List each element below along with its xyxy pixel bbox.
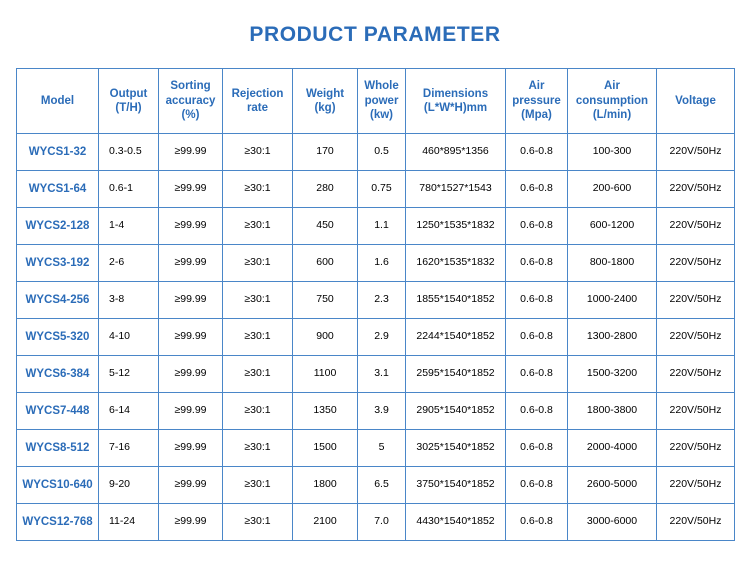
cell-rejection-rate: ≥30:1	[223, 393, 293, 430]
cell-air-pressure: 0.6-0.8	[506, 393, 568, 430]
cell-air-consumption: 1500-3200	[568, 356, 657, 393]
cell-weight: 1100	[293, 356, 358, 393]
cell-model: WYCS1-32	[17, 134, 99, 171]
cell-voltage: 220V/50Hz	[657, 208, 735, 245]
cell-whole-power: 6.5	[358, 467, 406, 504]
cell-output: 2-6	[99, 245, 159, 282]
cell-sorting-accuracy: ≥99.99	[159, 208, 223, 245]
column-header-whole-power	[358, 69, 406, 134]
cell-dimensions: 1250*1535*1832	[406, 208, 506, 245]
column-header-model	[17, 69, 99, 134]
column-header-output	[99, 69, 159, 134]
cell-sorting-accuracy: ≥99.99	[159, 430, 223, 467]
cell-sorting-accuracy: ≥99.99	[159, 467, 223, 504]
cell-dimensions: 2244*1540*1852	[406, 319, 506, 356]
cell-output: 4-10	[99, 319, 159, 356]
cell-air-pressure: 0.6-0.8	[506, 356, 568, 393]
cell-dimensions: 3025*1540*1852	[406, 430, 506, 467]
column-header-sorting-accuracy-line1: Sorting accuracy	[165, 80, 216, 107]
cell-dimensions: 780*1527*1543	[406, 171, 506, 208]
cell-output: 11-24	[99, 504, 159, 541]
cell-output: 9-20	[99, 467, 159, 504]
cell-sorting-accuracy: ≥99.99	[159, 504, 223, 541]
table-row	[17, 356, 735, 393]
column-header-air-consumption-line1: Air consumption	[575, 80, 649, 107]
cell-sorting-accuracy: ≥99.99	[159, 245, 223, 282]
cell-air-consumption: 3000-6000	[568, 504, 657, 541]
cell-air-consumption: 600-1200	[568, 208, 657, 245]
table-row	[17, 282, 735, 319]
cell-weight: 1350	[293, 393, 358, 430]
cell-air-pressure: 0.6-0.8	[506, 504, 568, 541]
cell-dimensions: 4430*1540*1852	[406, 504, 506, 541]
table-header-row	[17, 69, 735, 134]
column-header-air-pressure	[506, 69, 568, 134]
table-row	[17, 208, 735, 245]
table-row	[17, 430, 735, 467]
cell-sorting-accuracy: ≥99.99	[159, 282, 223, 319]
column-header-dimensions-line1: Dimensions	[422, 87, 489, 100]
cell-air-pressure: 0.6-0.8	[506, 467, 568, 504]
cell-model: WYCS6-384	[17, 356, 99, 393]
column-header-model-line1: Model	[40, 94, 75, 107]
cell-sorting-accuracy: ≥99.99	[159, 171, 223, 208]
cell-voltage: 220V/50Hz	[657, 430, 735, 467]
cell-whole-power: 1.6	[358, 245, 406, 282]
cell-whole-power: 3.1	[358, 356, 406, 393]
cell-rejection-rate: ≥30:1	[223, 356, 293, 393]
cell-whole-power: 3.9	[358, 393, 406, 430]
cell-sorting-accuracy: ≥99.99	[159, 356, 223, 393]
cell-model: WYCS2-128	[17, 208, 99, 245]
page-title: PRODUCT PARAMETER	[249, 23, 501, 46]
cell-weight: 170	[293, 134, 358, 171]
cell-dimensions: 3750*1540*1852	[406, 467, 506, 504]
cell-whole-power: 2.3	[358, 282, 406, 319]
cell-air-pressure: 0.6-0.8	[506, 430, 568, 467]
cell-air-consumption: 200-600	[568, 171, 657, 208]
cell-voltage: 220V/50Hz	[657, 282, 735, 319]
table-row	[17, 171, 735, 208]
cell-model: WYCS10-640	[17, 467, 99, 504]
cell-whole-power: 0.5	[358, 134, 406, 171]
cell-rejection-rate: ≥30:1	[223, 319, 293, 356]
cell-rejection-rate: ≥30:1	[223, 171, 293, 208]
cell-voltage: 220V/50Hz	[657, 393, 735, 430]
cell-weight: 600	[293, 245, 358, 282]
cell-air-consumption: 1300-2800	[568, 319, 657, 356]
table-row	[17, 467, 735, 504]
cell-voltage: 220V/50Hz	[657, 319, 735, 356]
column-header-dimensions-line2: (L*W*H)mm	[423, 102, 488, 114]
cell-weight: 450	[293, 208, 358, 245]
column-header-air-pressure-line2: (Mpa)	[521, 109, 552, 122]
cell-whole-power: 0.75	[358, 171, 406, 208]
cell-sorting-accuracy: ≥99.99	[159, 319, 223, 356]
cell-sorting-accuracy: ≥99.99	[159, 134, 223, 171]
cell-dimensions: 1855*1540*1852	[406, 282, 506, 319]
cell-rejection-rate: ≥30:1	[223, 245, 293, 282]
cell-air-pressure: 0.6-0.8	[506, 319, 568, 356]
cell-output: 6-14	[99, 393, 159, 430]
cell-rejection-rate: ≥30:1	[223, 467, 293, 504]
table-row	[17, 319, 735, 356]
column-header-air-consumption-line2: (L/min)	[592, 109, 632, 122]
cell-air-pressure: 0.6-0.8	[506, 171, 568, 208]
cell-model: WYCS1-64	[17, 171, 99, 208]
cell-dimensions: 2595*1540*1852	[406, 356, 506, 393]
cell-air-consumption: 1800-3800	[568, 393, 657, 430]
cell-model: WYCS3-192	[17, 245, 99, 282]
column-header-voltage	[657, 69, 735, 134]
cell-weight: 900	[293, 319, 358, 356]
cell-voltage: 220V/50Hz	[657, 504, 735, 541]
cell-air-consumption: 800-1800	[568, 245, 657, 282]
cell-sorting-accuracy: ≥99.99	[159, 393, 223, 430]
table-row	[17, 504, 735, 541]
column-header-dimensions	[406, 69, 506, 134]
cell-weight: 280	[293, 171, 358, 208]
cell-air-consumption: 100-300	[568, 134, 657, 171]
cell-whole-power: 7.0	[358, 504, 406, 541]
cell-air-consumption: 1000-2400	[568, 282, 657, 319]
cell-output: 5-12	[99, 356, 159, 393]
column-header-air-consumption	[568, 69, 657, 134]
column-header-weight	[293, 69, 358, 134]
table-row	[17, 134, 735, 171]
cell-air-pressure: 0.6-0.8	[506, 282, 568, 319]
column-header-air-pressure-line1: Air pressure	[512, 80, 561, 107]
column-header-sorting-accuracy-line2: (%)	[181, 109, 200, 122]
cell-model: WYCS8-512	[17, 430, 99, 467]
column-header-output-line2: (T/H)	[115, 102, 142, 114]
parameter-table-wrapper	[16, 68, 734, 541]
table-row	[17, 393, 735, 430]
column-header-voltage-line1: Voltage	[675, 94, 716, 107]
cell-model: WYCS5-320	[17, 319, 99, 356]
cell-whole-power: 5	[358, 430, 406, 467]
cell-model: WYCS7-448	[17, 393, 99, 430]
cell-weight: 1800	[293, 467, 358, 504]
cell-rejection-rate: ≥30:1	[223, 208, 293, 245]
cell-weight: 2100	[293, 504, 358, 541]
cell-output: 0.6-1	[99, 171, 159, 208]
column-header-rejection-rate-line1: Rejection rate	[231, 87, 284, 114]
cell-weight: 750	[293, 282, 358, 319]
cell-air-pressure: 0.6-0.8	[506, 208, 568, 245]
cell-output: 3-8	[99, 282, 159, 319]
cell-whole-power: 1.1	[358, 208, 406, 245]
column-header-weight-line2: (kg)	[314, 102, 336, 114]
parameter-table	[16, 68, 735, 541]
cell-air-pressure: 0.6-0.8	[506, 245, 568, 282]
table-body	[17, 134, 735, 541]
cell-model: WYCS4-256	[17, 282, 99, 319]
cell-output: 1-4	[99, 208, 159, 245]
cell-rejection-rate: ≥30:1	[223, 282, 293, 319]
column-header-whole-power-line2: (kw)	[370, 109, 393, 122]
cell-dimensions: 2905*1540*1852	[406, 393, 506, 430]
cell-air-pressure: 0.6-0.8	[506, 134, 568, 171]
cell-dimensions: 1620*1535*1832	[406, 245, 506, 282]
cell-air-consumption: 2000-4000	[568, 430, 657, 467]
cell-air-consumption: 2600-5000	[568, 467, 657, 504]
cell-voltage: 220V/50Hz	[657, 134, 735, 171]
table-header	[17, 69, 735, 134]
cell-rejection-rate: ≥30:1	[223, 430, 293, 467]
cell-voltage: 220V/50Hz	[657, 356, 735, 393]
column-header-output-line1: Output	[109, 87, 148, 100]
cell-rejection-rate: ≥30:1	[223, 504, 293, 541]
cell-voltage: 220V/50Hz	[657, 245, 735, 282]
cell-model: WYCS12-768	[17, 504, 99, 541]
cell-dimensions: 460*895*1356	[406, 134, 506, 171]
column-header-rejection-rate	[223, 69, 293, 134]
cell-voltage: 220V/50Hz	[657, 171, 735, 208]
table-row	[17, 245, 735, 282]
cell-output: 7-16	[99, 430, 159, 467]
cell-output: 0.3-0.5	[99, 134, 159, 171]
column-header-weight-line1: Weight	[305, 87, 345, 100]
cell-rejection-rate: ≥30:1	[223, 134, 293, 171]
cell-whole-power: 2.9	[358, 319, 406, 356]
column-header-whole-power-line1: Whole power	[364, 80, 399, 107]
cell-weight: 1500	[293, 430, 358, 467]
cell-voltage: 220V/50Hz	[657, 467, 735, 504]
column-header-sorting-accuracy	[159, 69, 223, 134]
